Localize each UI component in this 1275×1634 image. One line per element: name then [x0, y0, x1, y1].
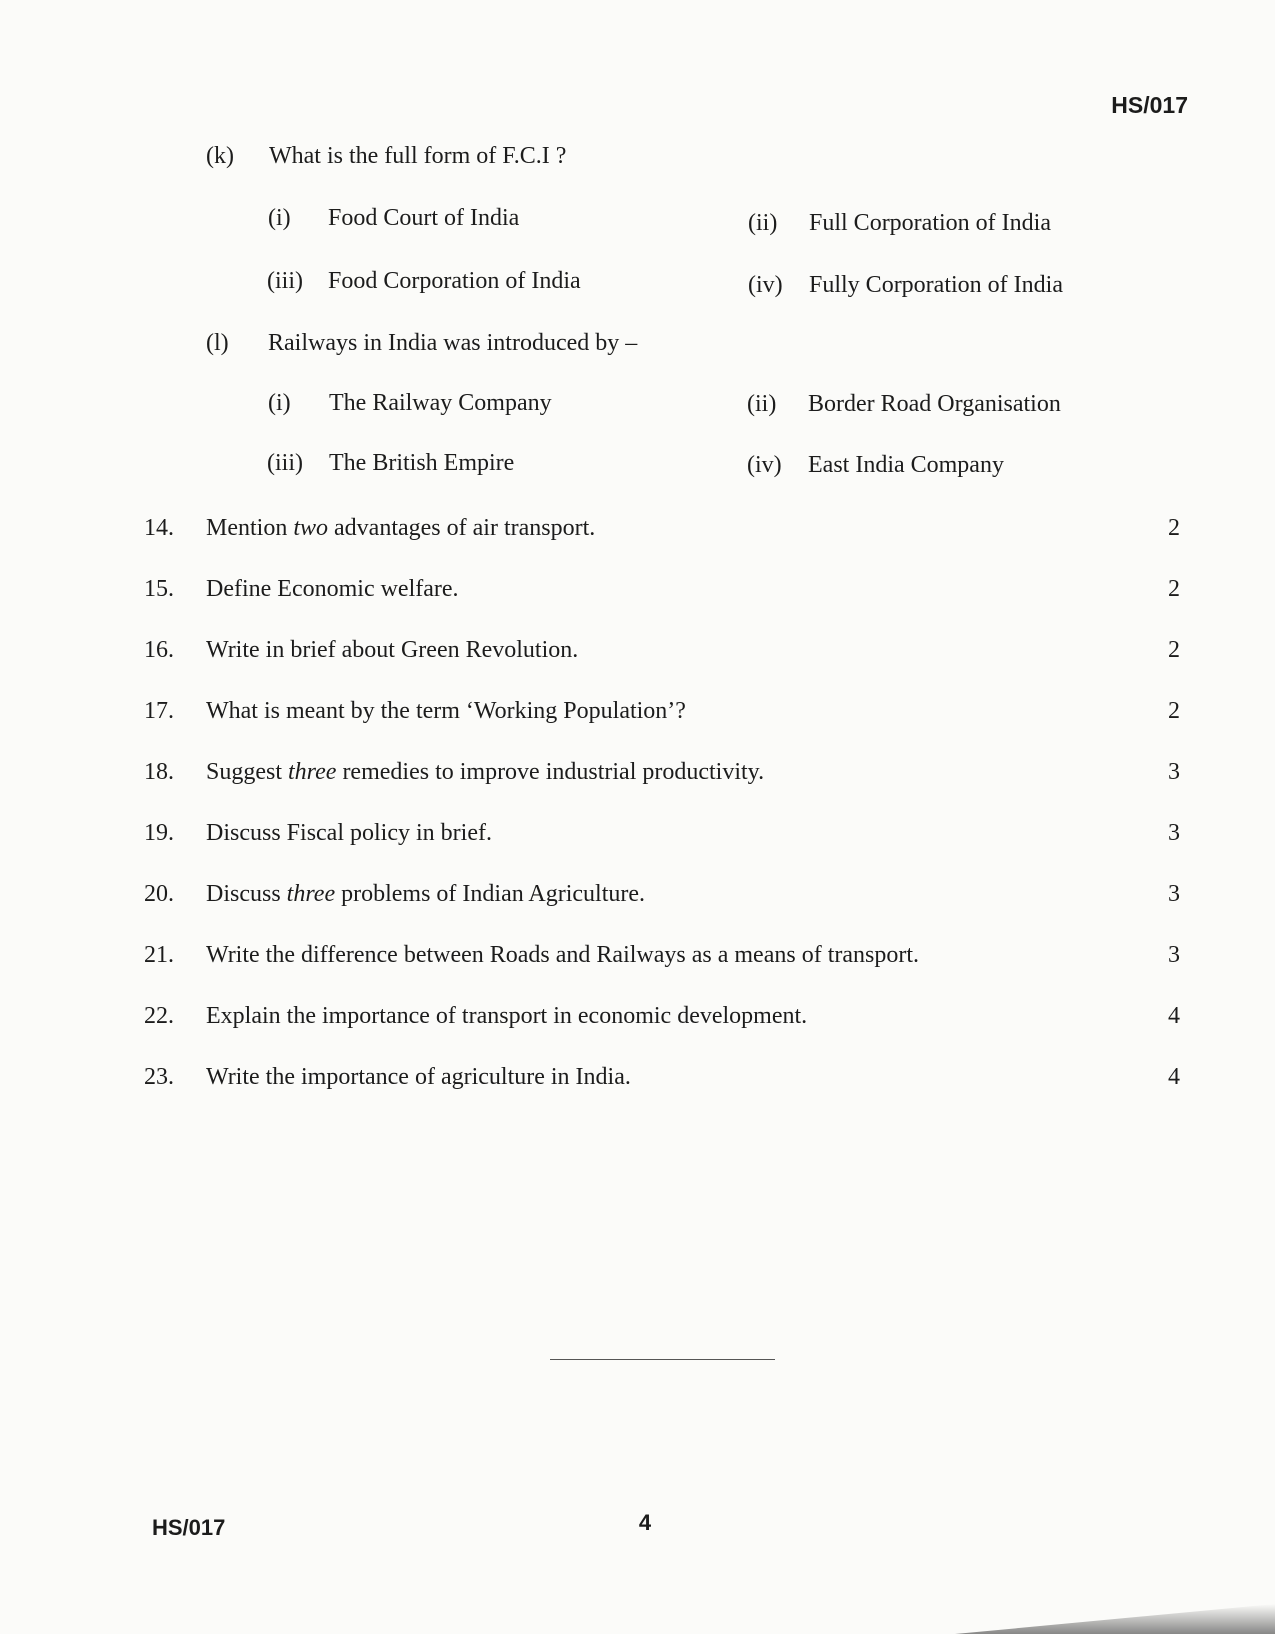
question-text: Write in brief about Green Revolution. — [206, 637, 579, 663]
question-number: 22. — [144, 1003, 174, 1029]
option-text: Border Road Organisation — [808, 391, 1061, 417]
question-marks: 2 — [1168, 576, 1180, 602]
question-number: 21. — [144, 942, 174, 968]
question-text: Discuss Fiscal policy in brief. — [206, 820, 492, 846]
option-label: (i) — [268, 205, 291, 231]
end-of-paper-rule — [550, 1359, 775, 1360]
question-marks: 2 — [1168, 515, 1180, 541]
question-number: 15. — [144, 576, 174, 602]
question-marks: 3 — [1168, 881, 1180, 907]
scan-edge-shadow — [955, 1604, 1275, 1634]
paper-code-footer: HS/017 — [152, 1515, 226, 1540]
question-marks: 4 — [1168, 1003, 1180, 1029]
question-number: 14. — [144, 515, 174, 541]
option-text: The Railway Company — [329, 390, 552, 416]
question-text: Write the importance of agriculture in India. — [206, 1064, 631, 1090]
question-marks: 2 — [1168, 698, 1180, 724]
option-label: (ii) — [748, 210, 778, 236]
subquestion-text: Railways in India was introduced by – — [268, 330, 638, 356]
question-marks: 2 — [1168, 637, 1180, 663]
question-marks: 4 — [1168, 1064, 1180, 1090]
option-text: East India Company — [808, 452, 1004, 478]
question-number: 17. — [144, 698, 174, 724]
option-text: Food Court of India — [328, 205, 520, 231]
question-text: What is meant by the term ‘Working Population’? — [206, 698, 686, 724]
option-text: Full Corporation of India — [809, 210, 1051, 236]
option-label: (iv) — [748, 272, 783, 298]
question-marks: 3 — [1168, 942, 1180, 968]
question-number: 18. — [144, 759, 174, 785]
page-number: 4 — [638, 1510, 652, 1535]
question-marks: 3 — [1168, 759, 1180, 785]
question-number: 19. — [144, 820, 174, 846]
option-text: Fully Corporation of India — [809, 272, 1063, 298]
subquestion-label: (l) — [206, 330, 229, 356]
question-text: Write the difference between Roads and Railways as a means of transport. — [206, 942, 920, 968]
question-marks: 3 — [1168, 820, 1180, 846]
option-label: (iv) — [747, 452, 782, 478]
subquestion-text: What is the full form of F.C.I ? — [269, 143, 567, 169]
option-label: (i) — [268, 390, 291, 416]
question-text: Explain the importance of transport in economic development. — [206, 1003, 808, 1029]
option-label: (iii) — [267, 450, 303, 476]
option-label: (iii) — [267, 268, 303, 294]
paper-code-header: HS/017 — [1111, 92, 1188, 118]
question-number: 23. — [144, 1064, 174, 1090]
question-number: 16. — [144, 637, 174, 663]
question-text: Discuss three problems of Indian Agriculture. — [206, 881, 646, 907]
option-text: Food Corporation of India — [328, 268, 581, 294]
question-number: 20. — [144, 881, 174, 907]
question-text: Mention two advantages of air transport. — [206, 515, 596, 541]
option-label: (ii) — [747, 391, 777, 417]
subquestion-label: (k) — [206, 143, 234, 169]
option-text: The British Empire — [329, 450, 515, 476]
question-text: Suggest three remedies to improve industrial productivity. — [206, 759, 765, 785]
question-text: Define Economic welfare. — [206, 576, 459, 602]
